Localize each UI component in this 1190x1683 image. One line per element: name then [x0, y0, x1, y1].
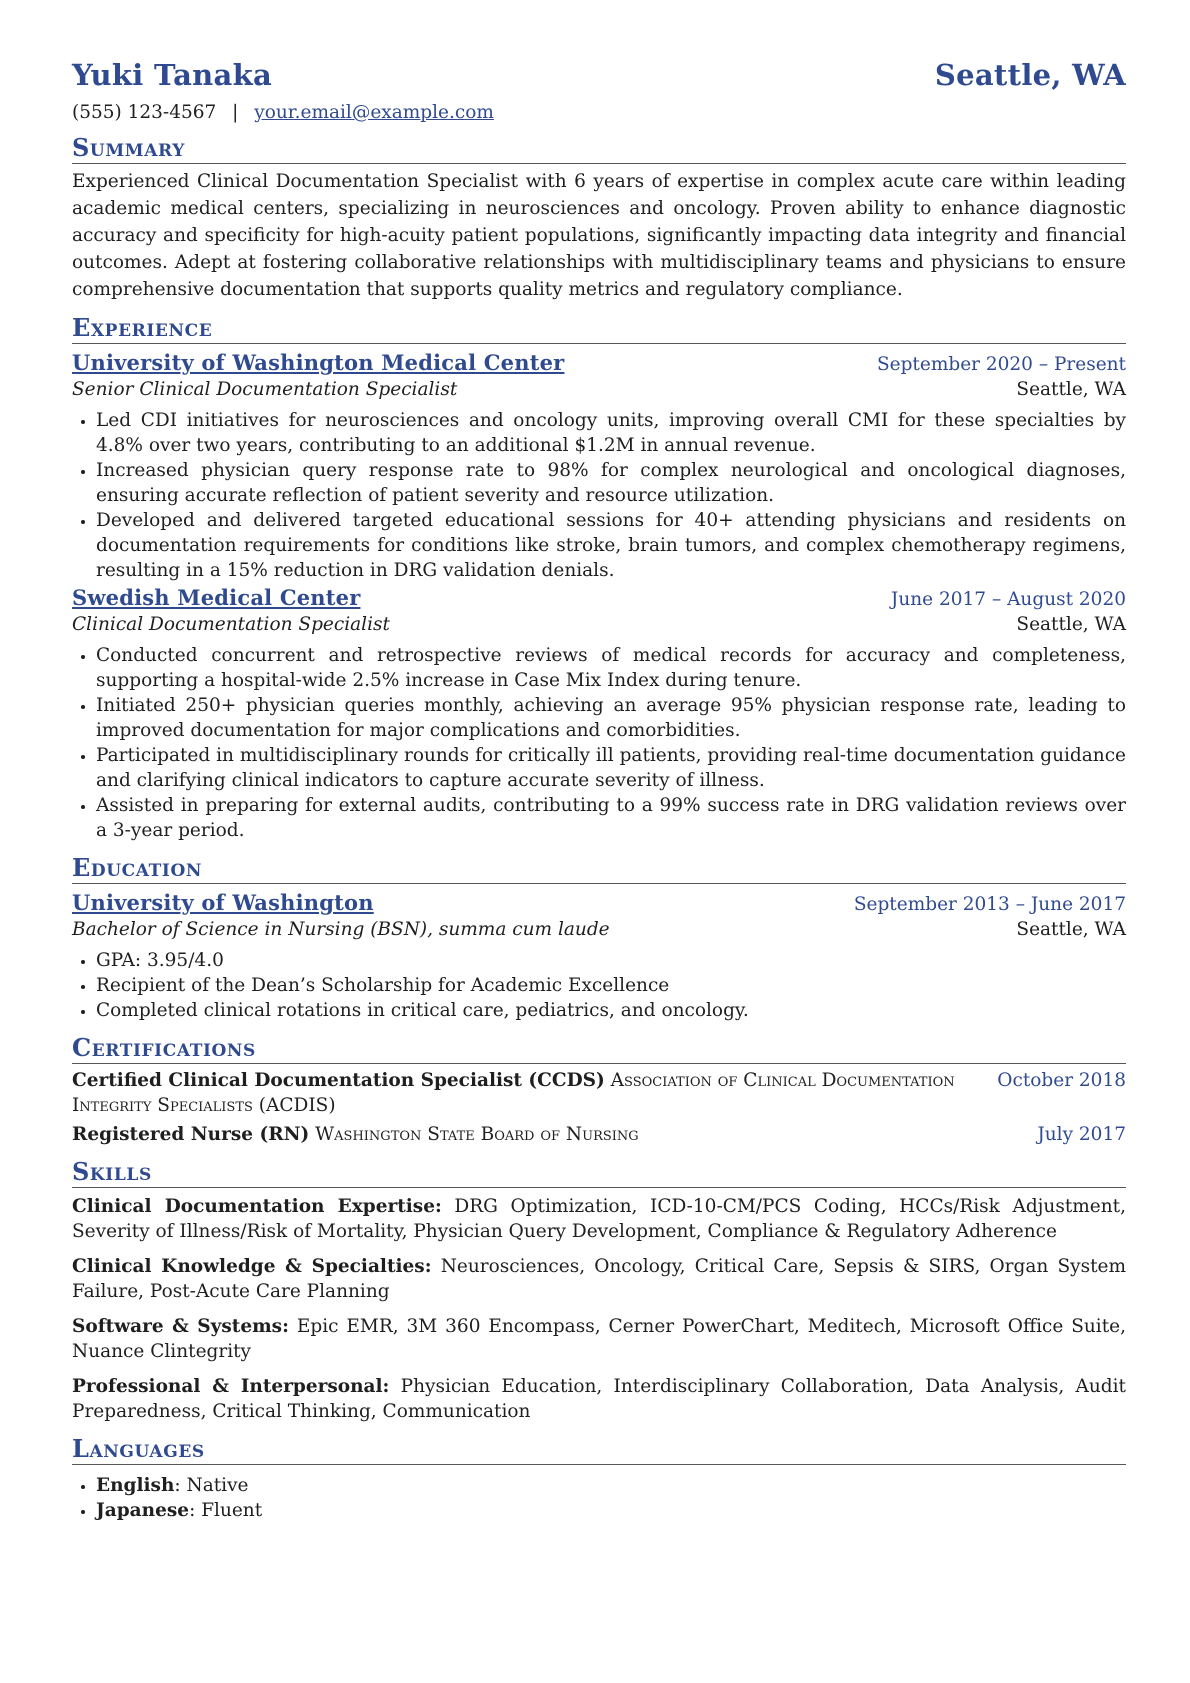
- skill-group: [72, 1254, 1126, 1304]
- certification-item: [72, 1068, 1126, 1118]
- skill-label: Clinical Knowledge & Specialties:: [72, 1256, 432, 1277]
- languages-heading: Languages: [72, 1434, 1126, 1465]
- achievement-item: • Increased physician query response rate to 98% for complex neurological and oncological diagnoses, ensuring accurate reflection of patient severity and resource utilization.: [96, 458, 1126, 508]
- skill-label: Software & Systems:: [72, 1316, 289, 1337]
- skill-values: Epic EMR, 3M 360 Encompass, Cerner PowerChart, Meditech, Microsoft Office Suite, Nuance Clintegrity: [72, 1316, 1126, 1362]
- certifications-heading: Certifications: [72, 1033, 1126, 1064]
- language-name: Japanese: [96, 1500, 190, 1521]
- certification-item: [72, 1122, 1126, 1147]
- certification-name: Certified Clinical Documentation Specialist (CCDS): [72, 1070, 605, 1091]
- achievement-list: [72, 643, 1126, 843]
- skill-values: Neurosciences, Oncology, Critical Care, Sepsis & SIRS, Organ System Failure, Post-Acute Care Planning: [72, 1256, 1126, 1302]
- language-item: [96, 1473, 1126, 1498]
- achievement-item: • Developed and delivered targeted educational sessions for 40+ attending physicians and residents on documentation requirements for conditions like stroke, brain tumors, and complex chemotherapy regimens, resulting in a 15% reduction in DRG validation denials.: [96, 508, 1126, 583]
- experience-entry: [72, 585, 1126, 843]
- employment-dates: June 2017 – August 2020: [890, 589, 1126, 610]
- education-heading: Education: [72, 853, 1126, 884]
- achievement-item: • Participated in multidisciplinary rounds for critically ill patients, providing real-time documentation guidance and clarifying clinical indicators to capture accurate severity of illness.: [96, 743, 1126, 793]
- employer-name[interactable]: Swedish Medical Center: [72, 585, 361, 610]
- job-title: Clinical Documentation Specialist: [72, 614, 390, 635]
- achievement-item: • Led CDI initiatives for neurosciences and oncology units, improving overall CMI for these specialties by 4.8% over two years, contributing to an additional $1.2M in annual revenue.: [96, 408, 1126, 458]
- education-list: [72, 948, 1126, 1023]
- certification-date: July 2017: [1037, 1124, 1126, 1145]
- language-list: [72, 1473, 1126, 1523]
- achievement-item: • Initiated 250+ physician queries monthly, achieving an average 95% physician response rate, leading to improved documentation for major complications and comorbidities.: [96, 693, 1126, 743]
- achievement-item: • Assisted in preparing for external audits, contributing to a 99% success rate in DRG validation reviews over a 3-year period.: [96, 793, 1126, 843]
- education-item: • Recipient of the Dean’s Scholarship for Academic Excellence: [96, 973, 1126, 998]
- language-item: [96, 1498, 1126, 1523]
- certification-issuer: Association of Clinical Documentation Integrity Specialists (ACDIS): [72, 1070, 955, 1116]
- language-level: : Fluent: [189, 1500, 263, 1521]
- skill-values: DRG Optimization, ICD-10-CM/PCS Coding, HCCs/Risk Adjustment, Severity of Illness/Risk of Mortality, Physician Query Development, Compliance & Regulatory Adherence: [72, 1196, 1126, 1242]
- school-location: Seattle, WA: [1016, 919, 1126, 940]
- job-location: Seattle, WA: [1016, 614, 1126, 635]
- candidate-name: Yuki Tanaka: [72, 58, 273, 92]
- summary-text: Experienced Clinical Documentation Specialist with 6 years of expertise in complex acute care within leading academic medical centers, specializing in neurosciences and oncology. Proven ability to enhance diagnostic accuracy and specificity for high-acuity patient populations, significantly impacting data integrity and financial outcomes. Adept at fostering collaborative relationships with multidisciplinary teams and physicians to ensure comprehensive documentation that supports quality metrics and regulatory compliance.: [72, 171, 1126, 300]
- skill-group: [72, 1194, 1126, 1244]
- achievement-item: • Conducted concurrent and retrospective reviews of medical records for accuracy and completeness, supporting a hospital-wide 2.5% increase in Case Mix Index during tenure.: [96, 643, 1126, 693]
- contact-line: [72, 102, 1126, 123]
- job-title: Senior Clinical Documentation Specialist: [72, 379, 458, 400]
- experience-entry: [72, 350, 1126, 583]
- skill-label: Professional & Interpersonal:: [72, 1376, 390, 1397]
- skill-group: [72, 1314, 1126, 1364]
- candidate-location: Seattle, WA: [934, 58, 1126, 92]
- language-level: : Native: [174, 1475, 249, 1496]
- summary-heading: Summary: [72, 133, 1126, 164]
- skill-label: Clinical Documentation Expertise:: [72, 1196, 442, 1217]
- resume-header: [72, 58, 1126, 92]
- degree: Bachelor of Science in Nursing (BSN), summa cum laude: [72, 919, 610, 940]
- certification-date: October 2018: [997, 1070, 1126, 1091]
- achievement-list: [72, 408, 1126, 583]
- language-name: English: [96, 1475, 175, 1496]
- certification-name: Registered Nurse (RN): [72, 1124, 310, 1145]
- skill-group: [72, 1374, 1126, 1424]
- contact-separator: |: [232, 102, 239, 123]
- skills-heading: Skills: [72, 1157, 1126, 1188]
- skill-values: Physician Education, Interdisciplinary Collaboration, Data Analysis, Audit Preparedness, Critical Thinking, Communication: [72, 1376, 1126, 1422]
- email-link[interactable]: your.email@example.com: [254, 102, 494, 123]
- phone-number: (555) 123-4567: [72, 102, 217, 123]
- resume-page: [72, 58, 1126, 1523]
- school-name[interactable]: University of Washington: [72, 890, 374, 915]
- job-location: Seattle, WA: [1016, 379, 1126, 400]
- employer-name[interactable]: University of Washington Medical Center: [72, 350, 565, 375]
- education-dates: September 2013 – June 2017: [853, 894, 1126, 915]
- certification-issuer: Washington State Board of Nursing: [315, 1124, 639, 1145]
- experience-heading: Experience: [72, 313, 1126, 344]
- employment-dates: September 2020 – Present: [876, 354, 1126, 375]
- education-item: • GPA: 3.95/4.0: [96, 948, 1126, 973]
- education-entry: [72, 890, 1126, 1023]
- education-item: • Completed clinical rotations in critical care, pediatrics, and oncology.: [96, 998, 1126, 1023]
